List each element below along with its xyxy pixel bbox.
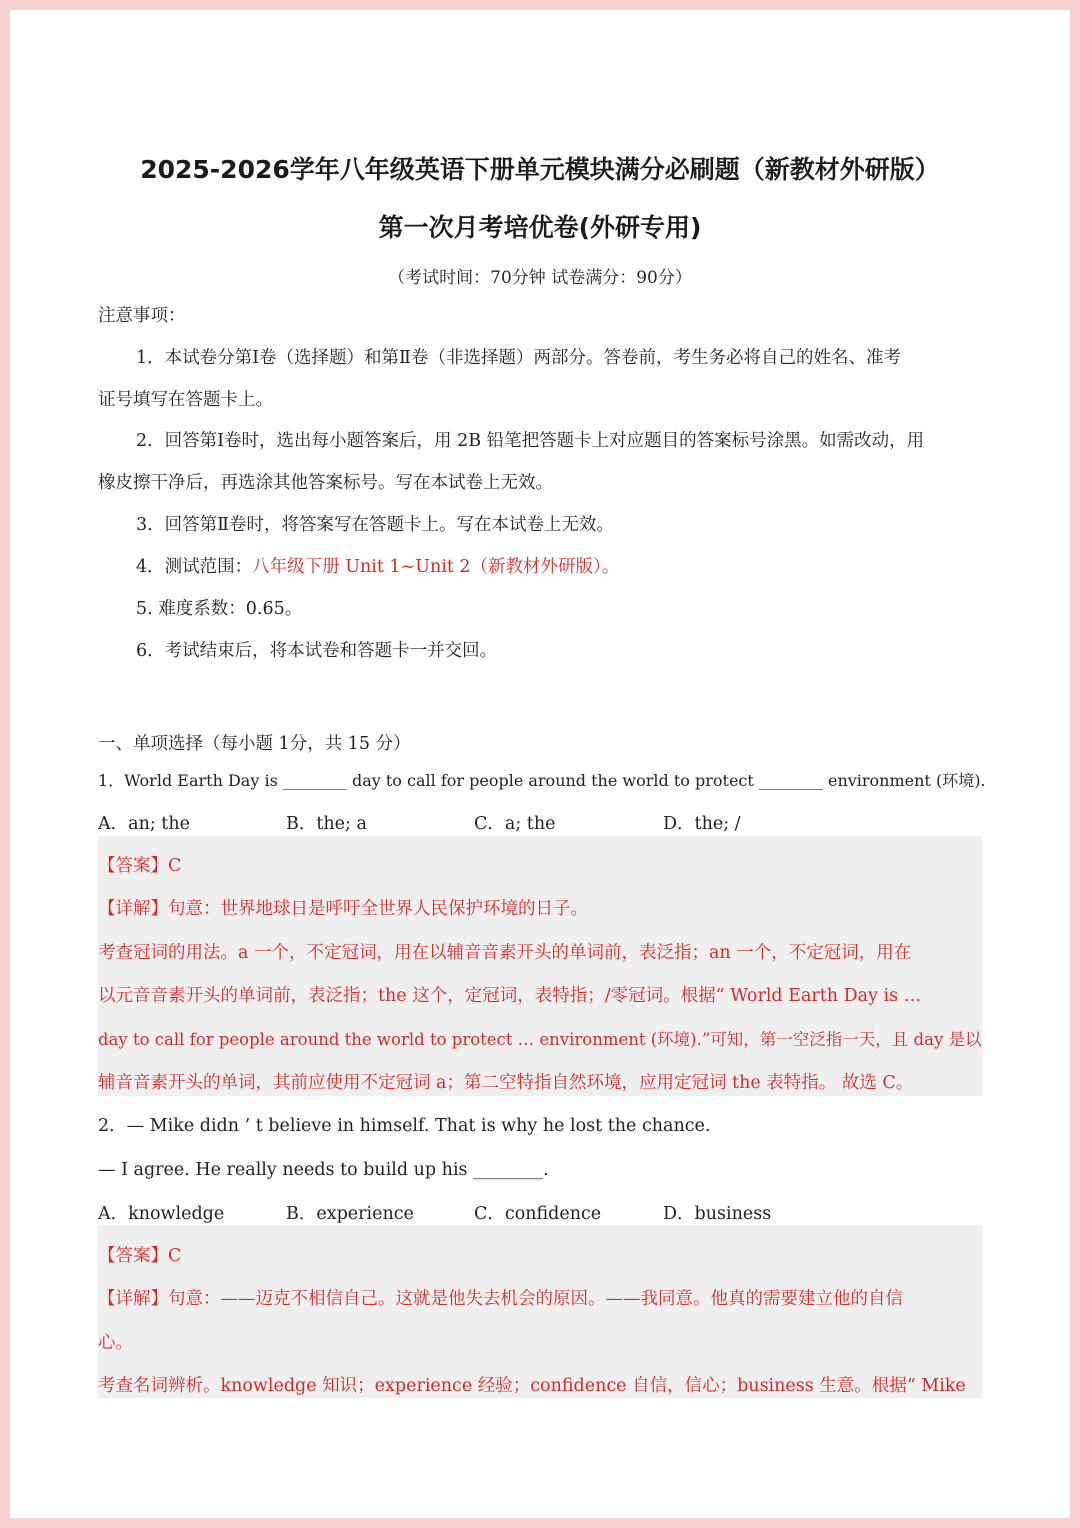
note-item-4-prefix: 4．测试范围： [136, 557, 253, 577]
question-1-option-a: A．an; the [98, 814, 190, 834]
note-item-4 [136, 554, 619, 580]
question-1-answer-box [98, 836, 982, 1096]
question-2-option-b: B．experience [286, 1204, 414, 1224]
section-heading: 一、单项选择（每小题 1分，共 15 分） [98, 734, 411, 754]
note-item-3: 3．回答第Ⅱ卷时，将答案写在答题卡上。写在本试卷上无效。 [136, 515, 615, 535]
question-2-stem-line-2: — I agree. He really needs to build up his ________. [98, 1160, 549, 1180]
question-1-explanation-line-5: 辅音音素开头的单词，其前应使用不定冠词 a；第二空特指自然环境，应用定冠词 the 表特指。 故选 C。 [98, 1073, 914, 1093]
question-1-option-c: C．a; the [474, 814, 556, 834]
test-range: 八年级下册 Unit 1~Unit 2（新教材外研版） [252, 557, 602, 577]
document-page [10, 10, 1070, 1518]
note-item-5: 5. 难度系数：0.65。 [136, 599, 303, 619]
question-1-option-b: B．the; a [286, 814, 367, 834]
question-2-stem-line-1: 2．— Mike didn ’ t believe in himself. That is why he lost the chance. [98, 1116, 711, 1136]
question-1-explanation-line-2: 考查冠词的用法。a 一个，不定冠词，用在以辅音音素开头的单词前，表泛指；an 一个，不定冠词，用在 [98, 943, 912, 963]
question-2-option-c: C．confidence [474, 1204, 602, 1224]
question-1-explanation-line-3: 以元音音素开头的单词前，表泛指；the 这个，定冠词，表特指；/零冠词。根据“ World Earth Day is … [98, 986, 922, 1006]
note-item-6: 6．考试结束后，将本试卷和答题卡一并交回。 [136, 641, 498, 661]
notes-heading: 注意事项： [98, 306, 186, 326]
question-2-explanation-line-1: 【详解】句意：——迈克不相信自己。这就是他失去机会的原因。——我同意。他真的需要建立他的自信 [98, 1289, 903, 1309]
question-2-option-d: D．business [663, 1204, 772, 1224]
question-2-answer: 【答案】C [98, 1246, 182, 1266]
note-item-2-line-1: 2．回答第Ⅰ卷时，选出每小题答案后，用 2B 铅笔把答题卡上对应题目的答案标号涂黑。如需改动，用 [136, 431, 925, 451]
question-2-explanation-line-3: 考查名词辨析。knowledge 知识；experience 经验；confidence 自信，信心；business 生意。根据“ Mike [98, 1376, 966, 1396]
document-subtitle: 第一次月考培优卷(外研专用) [378, 213, 702, 242]
document-title: 2025-2026学年八年级英语下册单元模块满分必刷题（新教材外研版） [140, 155, 940, 184]
question-1-explanation-line-1: 【详解】句意：世界地球日是呼吁全世界人民保护环境的日子。 [98, 899, 588, 919]
question-2-option-a: A．knowledge [98, 1204, 225, 1224]
exam-info: （考试时间：70分钟 试卷满分：90分） [388, 268, 692, 288]
note-item-1-line-1: 1．本试卷分第Ⅰ卷（选择题）和第Ⅱ卷（非选择题）两部分。答卷前，考生务必将自己的姓名、准考 [136, 348, 901, 368]
note-item-2-line-2: 橡皮擦干净后，再选涂其他答案标号。写在本试卷上无效。 [98, 473, 553, 493]
note-item-1-line-2: 证号填写在答题卡上。 [98, 390, 273, 410]
question-1-explanation-line-4: day to call for people around the world to protect … environment (环境).”可知，第一空泛指一天，且 day 是以 [98, 1030, 982, 1049]
question-2-explanation-line-2: 心。 [98, 1333, 133, 1353]
question-1-stem: 1．World Earth Day is ________ day to call for people around the world to protect ________ environment (环境). [98, 771, 986, 790]
question-1-option-d: D．the; / [663, 814, 741, 834]
note-item-4-suffix: 。 [601, 557, 620, 577]
question-1-answer: 【答案】C [98, 856, 182, 876]
